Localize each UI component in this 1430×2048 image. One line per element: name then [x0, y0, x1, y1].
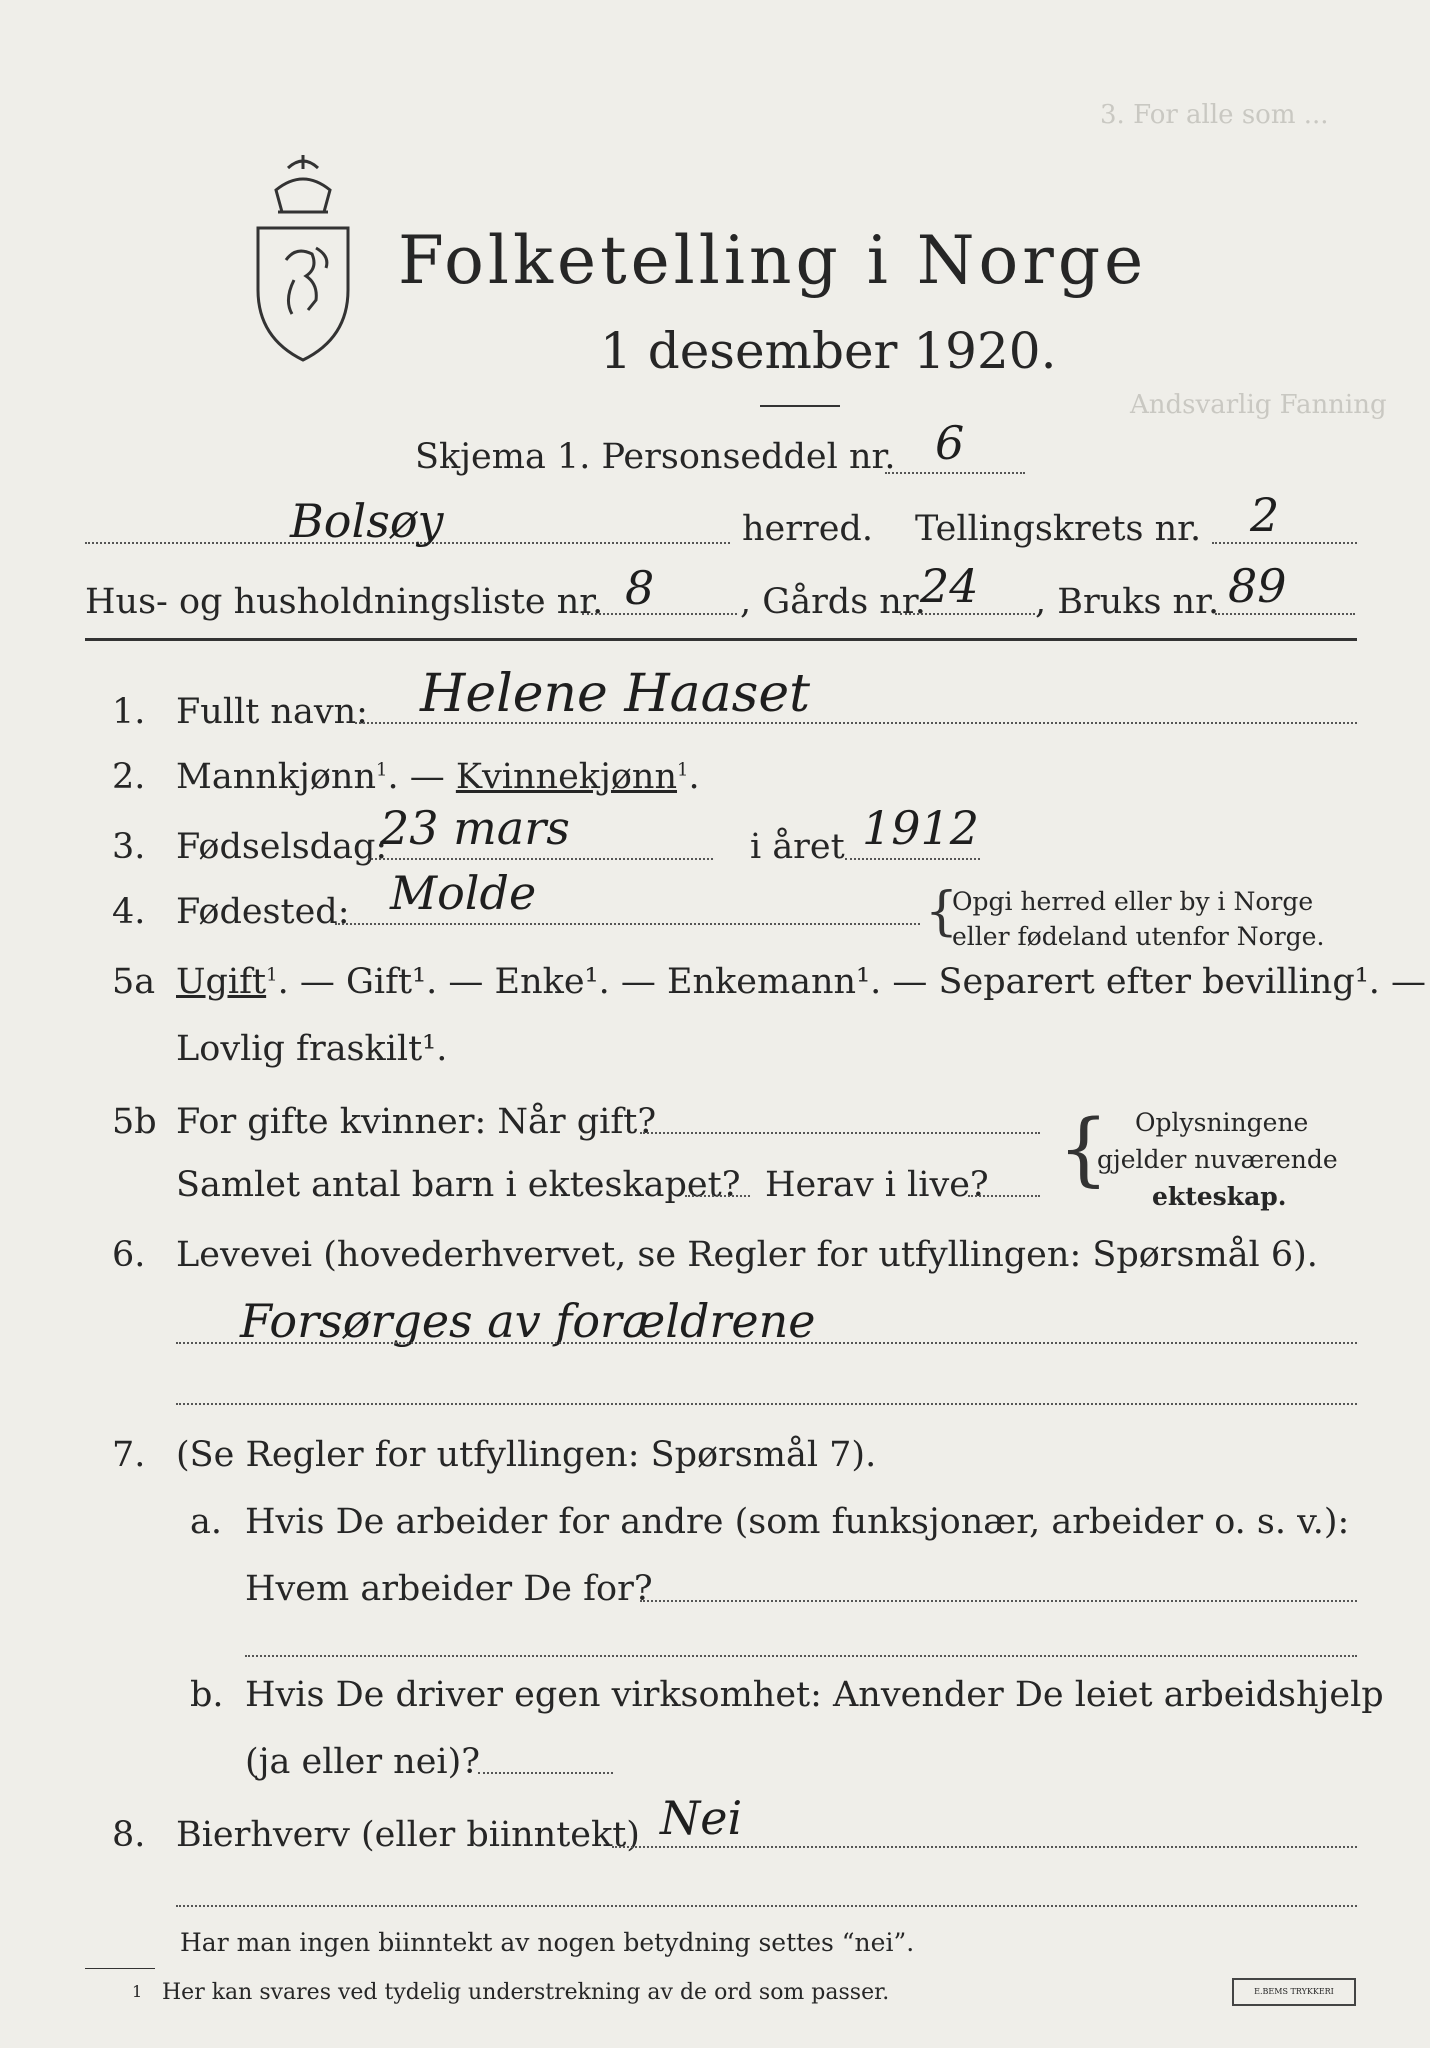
- q5a-number: 5a: [112, 962, 156, 1002]
- printer-stamp: E.BEMS TRYKKERI: [1232, 1978, 1356, 2006]
- q4-label: Fødested:: [176, 892, 350, 932]
- q5b-label-2: Samlet antal barn i ekteskapet?: [176, 1165, 741, 1205]
- q5a-other-options[interactable]: . — Gift¹. — Enke¹. — Enkemann¹. — Separert efter bevilling¹. —: [277, 962, 1427, 1002]
- q4-note-2: eller fødeland utenfor Norge.: [952, 922, 1325, 951]
- hus-label: Hus- og husholdningsliste nr.: [85, 582, 604, 622]
- personseddel-number[interactable]: 6: [935, 416, 965, 470]
- footer-rule: [85, 1968, 155, 1969]
- q7a-text: Hvis De arbeider for andre (som funksjonær, arbeider o. s. v.):: [245, 1502, 1350, 1542]
- tellingskrets-label: Tellingskrets nr.: [915, 509, 1202, 549]
- q1-value[interactable]: Helene Haaset: [420, 664, 811, 724]
- tellingskrets-value[interactable]: 2: [1250, 488, 1280, 542]
- q7b-letter: b.: [190, 1675, 224, 1715]
- footnote-mark: 1: [132, 1982, 143, 2001]
- q7b-text-2: (ja eller nei)?: [245, 1742, 481, 1782]
- q2-separator: . —: [387, 757, 445, 797]
- q4-note-1: Opgi herred eller by i Norge: [952, 887, 1314, 916]
- hus-field-line: [582, 613, 737, 615]
- q6-value[interactable]: Forsørges av forældrene: [240, 1294, 816, 1348]
- q5a-ugift-option[interactable]: Ugift: [176, 962, 267, 1002]
- title-rule: [760, 405, 840, 407]
- gards-value[interactable]: 24: [920, 559, 979, 613]
- q1-label: Fullt navn:: [176, 692, 368, 732]
- q5b-brace: {: [1058, 1102, 1109, 1195]
- q7b-field-line: [478, 1772, 613, 1774]
- q8-number: 8.: [112, 1815, 146, 1855]
- q5b-married-field-line: [640, 1132, 1040, 1134]
- q1-number: 1.: [112, 692, 146, 732]
- q5b-label-3: Herav i live?: [765, 1165, 989, 1205]
- q7a-letter: a.: [190, 1502, 222, 1542]
- q2-female-option[interactable]: Kvinnekjønn: [455, 757, 678, 797]
- q5b-note-3: ekteskap.: [1152, 1182, 1287, 1211]
- herred-label: herred.: [742, 509, 873, 549]
- q8-field-line-2: [176, 1905, 1357, 1907]
- q3-year-label: i året: [750, 827, 845, 867]
- gards-label: , Gårds nr.: [740, 582, 926, 622]
- q3-value[interactable]: 23 mars: [380, 801, 570, 855]
- form-date: 1 desember 1920.: [600, 322, 1057, 380]
- q7a-field-line-1: [640, 1600, 1357, 1602]
- q8-value[interactable]: Nei: [660, 1791, 743, 1845]
- q7b-text: Hvis De driver egen virksomhet: Anvender De leiet arbeidshjelp: [245, 1675, 1384, 1715]
- bleed-through-text: 3. For alle som ...: [1100, 100, 1329, 130]
- q4-brace: {: [925, 882, 959, 942]
- q5b-note-1: Oplysningene: [1135, 1108, 1309, 1137]
- q7-label: (Se Regler for utfyllingen: Spørsmål 7).: [176, 1435, 877, 1475]
- q7-number: 7.: [112, 1435, 146, 1475]
- coat-of-arms-icon: [248, 150, 358, 365]
- form-title: Folketelling i Norge: [398, 222, 1148, 299]
- q5b-note-2: gjelder nuværende: [1097, 1145, 1338, 1174]
- q5b-children-field-line: [685, 1195, 750, 1197]
- q3-number: 3.: [112, 827, 146, 867]
- bruks-value[interactable]: 89: [1228, 559, 1287, 613]
- bleed-through-text: Andsvarlig Fanning: [1130, 390, 1387, 420]
- q4-field-line: [335, 923, 920, 925]
- q2-end: .: [688, 757, 700, 797]
- q6-field-line-1: [176, 1342, 1357, 1344]
- gards-field-line: [900, 613, 1035, 615]
- q6-field-line-2: [176, 1403, 1357, 1405]
- q3-label: Fødselsdag:: [176, 827, 388, 867]
- q6-label: Levevei (hovederhvervet, se Regler for utfyllingen: Spørsmål 6).: [176, 1235, 1318, 1275]
- footer-note: Har man ingen biinntekt av nogen betydning settes “nei”.: [180, 1928, 915, 1957]
- hus-value[interactable]: 8: [625, 561, 655, 615]
- q2-options: Mannkjønn$^1$. — Kvinnekjønn$^1$.: [176, 757, 700, 797]
- q2-male-option[interactable]: Mannkjønn: [176, 757, 377, 797]
- q8-field-line: [612, 1846, 1357, 1848]
- q4-value[interactable]: Molde: [390, 866, 537, 920]
- personseddel-field-line: [885, 472, 1025, 474]
- q7a-text-2: Hvem arbeider De for?: [245, 1569, 653, 1609]
- q5b-alive-field-line: [968, 1195, 1040, 1197]
- q7a-field-line-2: [245, 1655, 1357, 1657]
- q8-label: Bierhverv (eller biinntekt): [176, 1815, 640, 1855]
- tellingskrets-field-line: [1212, 542, 1357, 544]
- q3-field-line: [368, 858, 713, 860]
- footnote: Her kan svares ved tydelig understrekning av de ord som passer.: [162, 1980, 890, 2005]
- herred-value[interactable]: Bolsøy: [290, 494, 444, 548]
- q4-number: 4.: [112, 892, 146, 932]
- q6-number: 6.: [112, 1235, 146, 1275]
- bruks-label: , Bruks nr.: [1035, 582, 1220, 622]
- q5a-options: Ugift$^1$. — Gift¹. — Enke¹. — Enkemann¹. — Separert efter bevilling¹. —: [176, 962, 1427, 1002]
- q5b-number: 5b: [112, 1102, 157, 1142]
- q5a-line2[interactable]: Lovlig fraskilt¹.: [176, 1029, 448, 1069]
- section-rule: [85, 638, 1357, 641]
- q5b-label-1: For gifte kvinner: Når gift?: [176, 1102, 657, 1142]
- q3-year-field-line: [845, 858, 980, 860]
- skjema-label: Skjema 1. Personseddel nr.: [415, 437, 896, 477]
- q2-number: 2.: [112, 757, 146, 797]
- q3-year-value[interactable]: 1912: [862, 801, 980, 855]
- bruks-field-line: [1215, 613, 1355, 615]
